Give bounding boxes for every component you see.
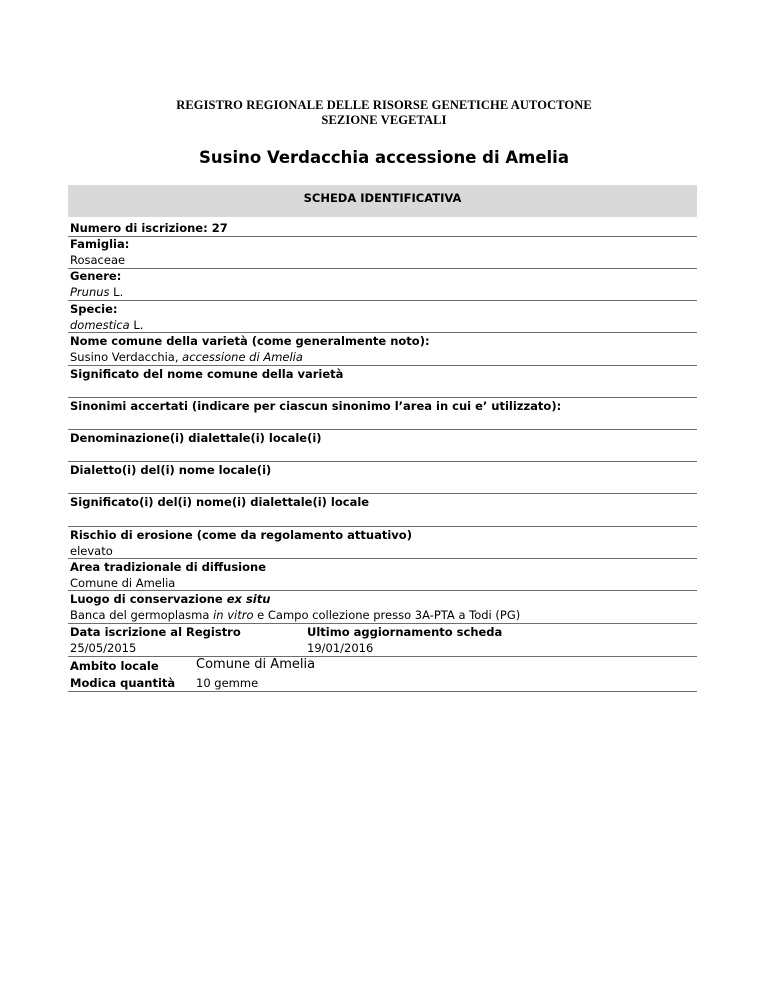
genus-label: Genere: bbox=[70, 269, 122, 283]
divider bbox=[68, 558, 697, 559]
registration-date-label: Data iscrizione al Registro bbox=[70, 625, 241, 639]
divider bbox=[68, 526, 697, 527]
conservation-site-label bbox=[70, 592, 270, 606]
last-update-value: 19/01/2016 bbox=[307, 641, 374, 655]
traditional-area-value: Comune di Amelia bbox=[70, 576, 176, 590]
genus-value bbox=[70, 285, 123, 299]
erosion-risk-label: Rischio di erosione (come da regolamento attuativo) bbox=[70, 528, 412, 542]
registry-title-line1: REGISTRO REGIONALE DELLE RISORSE GENETICHE AUTOCTONE bbox=[176, 98, 592, 112]
common-name-label: Nome comune della varietà (come generalmente noto): bbox=[70, 334, 430, 348]
dialect-names-label: Denominazione(i) dialettale(i) locale(i) bbox=[70, 431, 322, 445]
divider bbox=[68, 332, 697, 333]
section-header-band bbox=[68, 185, 697, 217]
registration-date-value: 25/05/2015 bbox=[70, 641, 137, 655]
divider bbox=[68, 691, 697, 692]
synonyms-label: Sinonimi accertati (indicare per ciascun sinonimo l’area in cui e’ utilizzato): bbox=[70, 399, 562, 413]
divider bbox=[68, 397, 697, 398]
divider bbox=[68, 590, 697, 591]
family-label: Famiglia: bbox=[70, 237, 130, 251]
common-name-value bbox=[70, 350, 303, 364]
modest-quantity-value: 10 gemme bbox=[196, 676, 259, 690]
local-scope-label: Ambito locale bbox=[70, 659, 159, 673]
family-value: Rosaceae bbox=[70, 253, 126, 267]
divider bbox=[68, 623, 697, 624]
registration-number: Numero di iscrizione: 27 bbox=[70, 221, 228, 235]
local-scope-value: Comune di Amelia bbox=[196, 657, 316, 672]
genus-value-author: L. bbox=[109, 285, 124, 299]
genus-value-italic: Prunus bbox=[70, 285, 110, 299]
erosion-risk-value: elevato bbox=[70, 544, 113, 558]
last-update-label: Ultimo aggiornamento scheda bbox=[307, 625, 503, 639]
species-value-author: L. bbox=[129, 318, 144, 332]
conservation-site-label-italic: ex situ bbox=[226, 592, 271, 606]
divider bbox=[68, 236, 697, 237]
traditional-area-label: Area tradizionale di diffusione bbox=[70, 560, 266, 574]
species-value-italic: domestica bbox=[70, 318, 130, 332]
divider bbox=[68, 300, 697, 301]
conservation-site-label-main: Luogo di conservazione bbox=[70, 592, 227, 606]
divider bbox=[68, 268, 697, 269]
divider bbox=[68, 365, 697, 366]
divider bbox=[68, 429, 697, 430]
divider bbox=[68, 656, 697, 657]
common-name-value-main: Susino Verdacchia, bbox=[70, 350, 183, 364]
dialect-meaning-label: Significato(i) del(i) nome(i) dialettale(i) locale bbox=[70, 495, 370, 509]
divider bbox=[68, 461, 697, 462]
common-name-value-italic: accessione di Amelia bbox=[182, 350, 303, 364]
modest-quantity-label: Modica quantità bbox=[70, 676, 176, 690]
dialect-label: Dialetto(i) del(i) nome locale(i) bbox=[70, 463, 272, 477]
section-header-label: SCHEDA IDENTIFICATIVA bbox=[303, 191, 462, 205]
document-title: Susino Verdacchia accessione di Amelia bbox=[199, 148, 569, 167]
species-value bbox=[70, 318, 143, 332]
species-label: Specie: bbox=[70, 302, 118, 316]
divider bbox=[68, 493, 697, 494]
conservation-site-value bbox=[70, 608, 520, 622]
common-name-meaning-label: Significato del nome comune della varietà bbox=[70, 367, 344, 381]
conservation-site-value-part2: e Campo collezione presso 3A-PTA a Todi (PG) bbox=[253, 608, 521, 622]
conservation-site-value-italic: in vitro bbox=[213, 608, 254, 622]
registry-title-line2: SEZIONE VEGETALI bbox=[321, 113, 447, 127]
conservation-site-value-part1: Banca del germoplasma bbox=[70, 608, 214, 622]
